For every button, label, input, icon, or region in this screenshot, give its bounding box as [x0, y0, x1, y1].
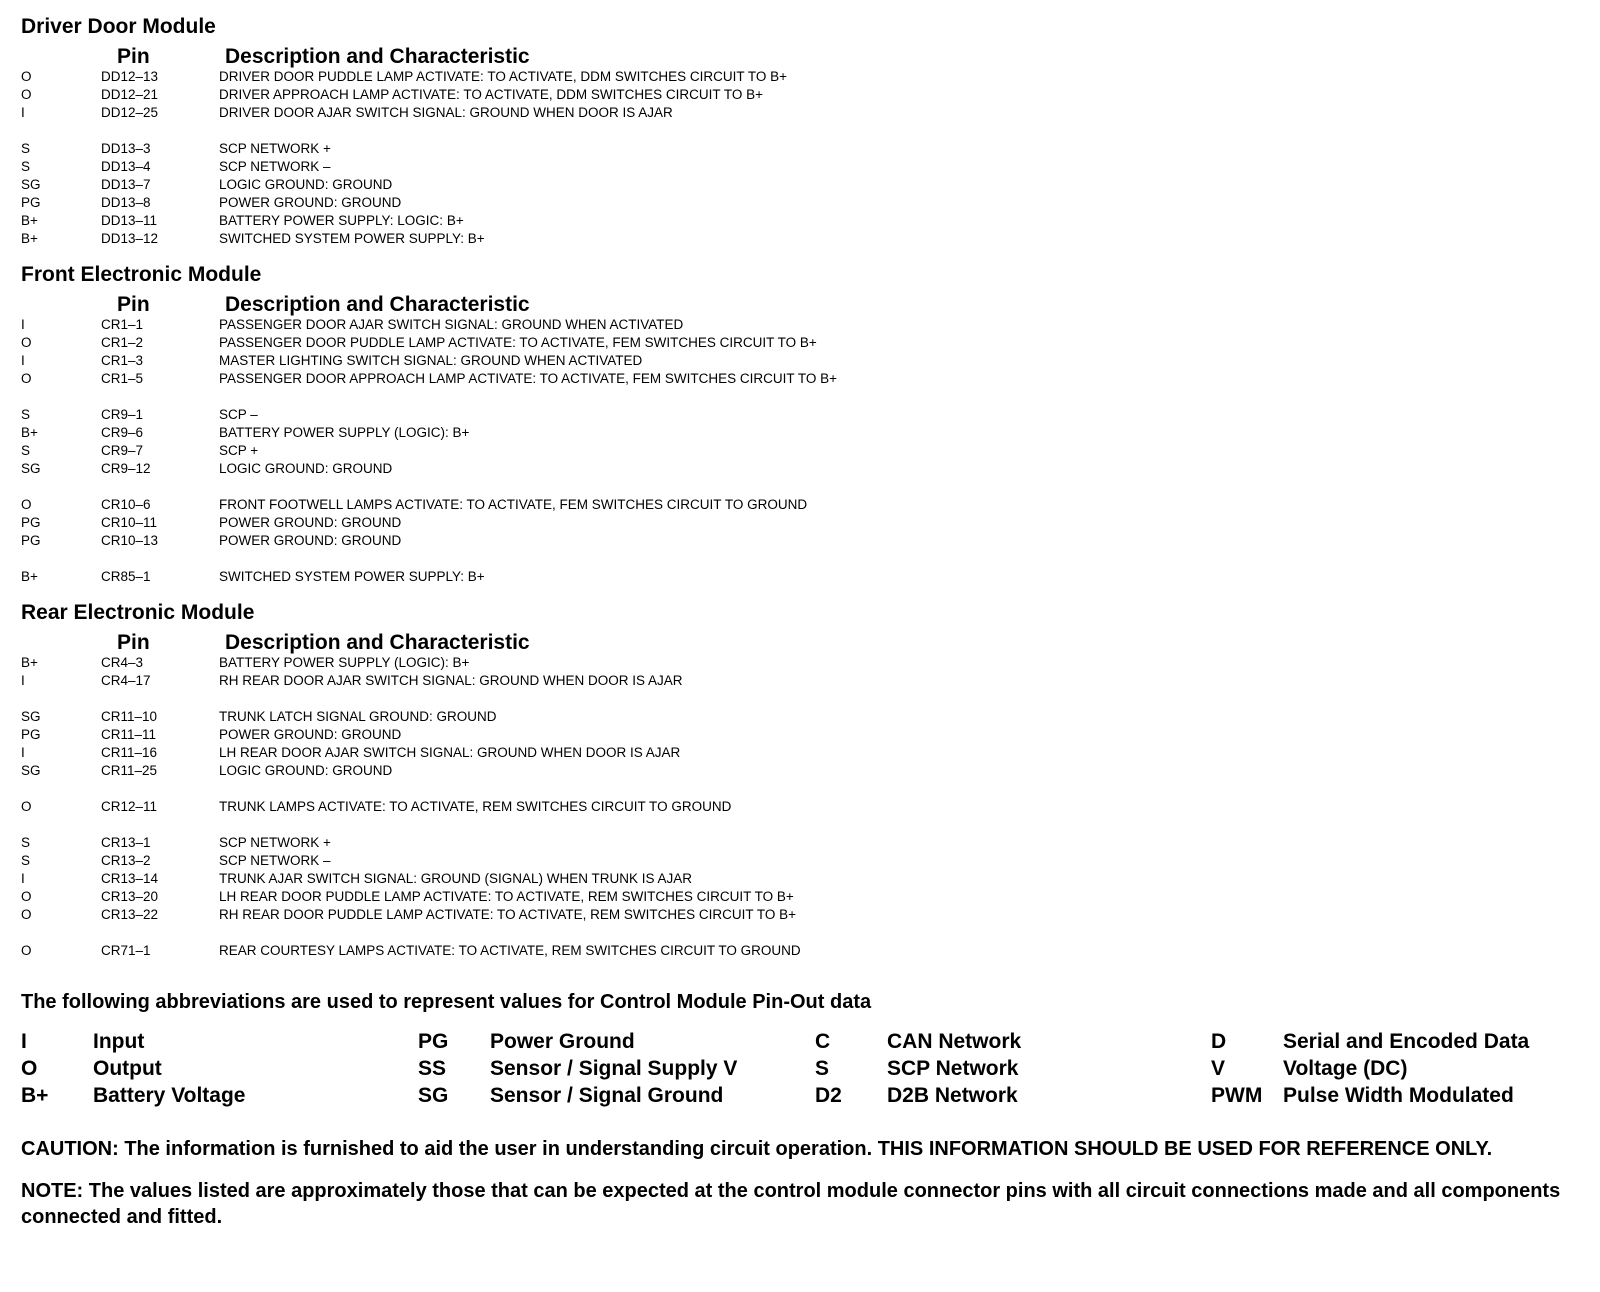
pin-id: CR1–2: [101, 335, 144, 350]
pin-description: SCP NETWORK –: [219, 159, 331, 174]
table-row: [21, 424, 1581, 442]
pin-id: DD13–8: [101, 195, 151, 210]
pin-description: SCP NETWORK +: [219, 835, 331, 850]
abbreviation-code: I: [21, 1030, 27, 1053]
pin-id: CR1–3: [101, 353, 144, 368]
pin-type: PG: [21, 515, 41, 530]
pin-type: O: [21, 889, 32, 904]
table-row: [21, 212, 1581, 230]
abbreviation-label: Sensor / Signal Supply V: [490, 1057, 738, 1080]
pin-type: SG: [21, 461, 41, 476]
pin-description: RH REAR DOOR PUDDLE LAMP ACTIVATE: TO ACTIVATE, REM SWITCHES CIRCUIT TO B+: [219, 907, 796, 922]
table-row: [21, 316, 1581, 334]
pin-id: DD13–3: [101, 141, 151, 156]
pin-description: SCP –: [219, 407, 258, 422]
abbreviation-item: [418, 1082, 798, 1109]
pin-id: DD13–4: [101, 159, 151, 174]
pin-type: PG: [21, 195, 41, 210]
abbreviation-label: Battery Voltage: [93, 1084, 246, 1107]
abbreviation-code: PG: [418, 1030, 449, 1053]
column-header: [21, 288, 1581, 316]
pin-description: DRIVER DOOR AJAR SWITCH SIGNAL: GROUND WHEN DOOR IS AJAR: [219, 105, 673, 120]
pin-type: SG: [21, 709, 41, 724]
pin-id: CR9–1: [101, 407, 144, 422]
table-row: [21, 104, 1581, 122]
pin-description: SWITCHED SYSTEM POWER SUPPLY: B+: [219, 569, 485, 584]
table-row: [21, 334, 1581, 352]
module-section: [21, 14, 1581, 248]
abbreviation-code: D2: [815, 1084, 842, 1107]
pin-type: B+: [21, 231, 38, 246]
abbreviation-item: [1211, 1082, 1591, 1109]
pin-type: S: [21, 407, 31, 422]
pin-description: POWER GROUND: GROUND: [219, 533, 402, 548]
pin-id: CR9–6: [101, 425, 144, 440]
pin-description: TRUNK AJAR SWITCH SIGNAL: GROUND (SIGNAL) WHEN TRUNK IS AJAR: [219, 871, 693, 886]
abbreviation-label: SCP Network: [887, 1057, 1019, 1080]
pin-id: DD12–25: [101, 105, 159, 120]
abbreviation-label: Voltage (DC): [1283, 1057, 1408, 1080]
pin-id: CR4–3: [101, 655, 144, 670]
pin-description: MASTER LIGHTING SWITCH SIGNAL: GROUND WHEN ACTIVATED: [219, 353, 643, 368]
pin-type: S: [21, 835, 31, 850]
column-header: [21, 626, 1581, 654]
table-row: [21, 140, 1581, 158]
table-row: [21, 942, 1581, 960]
pin-id: DD13–12: [101, 231, 159, 246]
table-row: [21, 870, 1581, 888]
abbreviation-label: Pulse Width Modulated: [1283, 1084, 1514, 1107]
abbreviation-code: V: [1211, 1057, 1226, 1080]
description-column-heading: Description and Characteristic: [225, 293, 530, 316]
pin-type: B+: [21, 425, 38, 440]
pin-description: POWER GROUND: GROUND: [219, 195, 402, 210]
table-row: [21, 194, 1581, 212]
pin-description: REAR COURTESY LAMPS ACTIVATE: TO ACTIVATE, REM SWITCHES CIRCUIT TO GROUND: [219, 943, 801, 958]
pin-description: SCP NETWORK –: [219, 853, 331, 868]
pin-type: B+: [21, 213, 38, 228]
abbreviation-item: [418, 1028, 798, 1055]
description-column-heading: Description and Characteristic: [225, 45, 530, 68]
abbreviations-title: The following abbreviations are used to represent values for Control Module Pin-Out data: [21, 991, 872, 1013]
pin-type: SG: [21, 763, 41, 778]
pin-type: PG: [21, 727, 41, 742]
pin-id: CR10–6: [101, 497, 151, 512]
description-column-heading: Description and Characteristic: [225, 631, 530, 654]
pin-type: S: [21, 141, 31, 156]
table-row: [21, 158, 1581, 176]
pin-type: B+: [21, 655, 38, 670]
abbreviation-item: [418, 1055, 798, 1082]
pin-id: CR11–10: [101, 709, 158, 724]
pin-description: LOGIC GROUND: GROUND: [219, 763, 393, 778]
pinout-document: [21, 14, 1581, 1230]
pin-type: I: [21, 745, 25, 760]
abbreviation-code: PWM: [1211, 1084, 1263, 1107]
pin-description: LH REAR DOOR AJAR SWITCH SIGNAL: GROUND WHEN DOOR IS AJAR: [219, 745, 681, 760]
table-row: [21, 370, 1581, 388]
module-title: Rear Electronic Module: [21, 601, 255, 624]
table-row: [21, 726, 1581, 744]
pin-id: CR12–11: [101, 799, 158, 814]
pin-description: DRIVER APPROACH LAMP ACTIVATE: TO ACTIVATE, DDM SWITCHES CIRCUIT TO B+: [219, 87, 763, 102]
pin-id: CR4–17: [101, 673, 151, 688]
pin-id: CR71–1: [101, 943, 151, 958]
pin-id: CR10–13: [101, 533, 159, 548]
pin-id: CR10–11: [101, 515, 158, 530]
abbreviation-item: [1211, 1028, 1591, 1055]
abbreviation-label: D2B Network: [887, 1084, 1018, 1107]
pin-description: POWER GROUND: GROUND: [219, 727, 402, 742]
abbreviation-code: S: [815, 1057, 830, 1080]
pin-description: FRONT FOOTWELL LAMPS ACTIVATE: TO ACTIVATE, FEM SWITCHES CIRCUIT TO GROUND: [219, 497, 808, 512]
abbreviation-code: D: [1211, 1030, 1227, 1053]
table-row: [21, 672, 1581, 690]
pin-id: CR13–1: [101, 835, 151, 850]
pin-type: O: [21, 907, 32, 922]
table-row: [21, 460, 1581, 478]
table-row: [21, 352, 1581, 370]
pin-id: DD13–11: [101, 213, 158, 228]
module-title: Front Electronic Module: [21, 263, 262, 286]
pin-type: I: [21, 871, 25, 886]
abbreviation-label: Output: [93, 1057, 162, 1080]
pin-type: O: [21, 69, 32, 84]
table-row: [21, 906, 1581, 924]
pin-type: I: [21, 673, 25, 688]
pin-description: LOGIC GROUND: GROUND: [219, 461, 393, 476]
pin-table: [21, 654, 1581, 960]
pin-description: SWITCHED SYSTEM POWER SUPPLY: B+: [219, 231, 485, 246]
table-row: [21, 532, 1581, 550]
pin-description: BATTERY POWER SUPPLY: LOGIC: B+: [219, 213, 464, 228]
pin-description: PASSENGER DOOR APPROACH LAMP ACTIVATE: TO ACTIVATE, FEM SWITCHES CIRCUIT TO B+: [219, 371, 838, 386]
abbreviation-label: Input: [93, 1030, 145, 1053]
pin-type: O: [21, 335, 32, 350]
abbreviation-code: O: [21, 1057, 38, 1080]
table-row: [21, 514, 1581, 532]
abbreviation-item: [815, 1028, 1195, 1055]
pin-id: CR13–22: [101, 907, 159, 922]
abbreviation-item: [1211, 1055, 1591, 1082]
table-row: [21, 744, 1581, 762]
pin-description: SCP +: [219, 443, 259, 458]
abbreviations-legend: [21, 1028, 1581, 1110]
pin-id: CR85–1: [101, 569, 151, 584]
pin-column-heading: Pin: [117, 45, 150, 68]
abbreviation-label: CAN Network: [887, 1030, 1022, 1053]
abbreviation-code: SS: [418, 1057, 447, 1080]
pin-description: POWER GROUND: GROUND: [219, 515, 402, 530]
pin-type: S: [21, 853, 31, 868]
pin-id: CR13–2: [101, 853, 151, 868]
pin-id: DD13–7: [101, 177, 151, 192]
abbreviation-code: B+: [21, 1084, 49, 1107]
abbreviation-item: [21, 1082, 401, 1109]
table-row: [21, 888, 1581, 906]
pin-description: TRUNK LATCH SIGNAL GROUND: GROUND: [219, 709, 497, 724]
table-row: [21, 68, 1581, 86]
abbreviation-label: Sensor / Signal Ground: [490, 1084, 724, 1107]
abbreviation-item: [815, 1082, 1195, 1109]
module-list: [21, 14, 1581, 960]
module-title: Driver Door Module: [21, 15, 216, 38]
pin-description: PASSENGER DOOR PUDDLE LAMP ACTIVATE: TO ACTIVATE, FEM SWITCHES CIRCUIT TO B+: [219, 335, 817, 350]
pin-id: CR11–11: [101, 727, 157, 742]
table-row: [21, 852, 1581, 870]
pin-description: TRUNK LAMPS ACTIVATE: TO ACTIVATE, REM SWITCHES CIRCUIT TO GROUND: [219, 799, 732, 814]
table-row: [21, 176, 1581, 194]
pin-id: CR1–5: [101, 371, 144, 386]
pin-type: PG: [21, 533, 41, 548]
pin-description: PASSENGER DOOR AJAR SWITCH SIGNAL: GROUND WHEN ACTIVATED: [219, 317, 684, 332]
table-row: [21, 496, 1581, 514]
table-row: [21, 230, 1581, 248]
table-row: [21, 86, 1581, 104]
pin-id: CR9–7: [101, 443, 144, 458]
pin-id: DD12–21: [101, 87, 159, 102]
abbreviation-item: [21, 1055, 401, 1082]
table-row: [21, 798, 1581, 816]
table-row: [21, 654, 1581, 672]
pin-id: CR9–12: [101, 461, 151, 476]
pin-description: RH REAR DOOR AJAR SWITCH SIGNAL: GROUND WHEN DOOR IS AJAR: [219, 673, 683, 688]
pin-description: DRIVER DOOR PUDDLE LAMP ACTIVATE: TO ACTIVATE, DDM SWITCHES CIRCUIT TO B+: [219, 69, 787, 84]
abbreviation-code: SG: [418, 1084, 449, 1107]
table-row: [21, 762, 1581, 780]
column-header: [21, 40, 1581, 68]
pin-type: SG: [21, 177, 41, 192]
pin-type: S: [21, 159, 31, 174]
pin-description: LOGIC GROUND: GROUND: [219, 177, 393, 192]
pin-id: CR1–1: [101, 317, 144, 332]
pin-type: O: [21, 497, 32, 512]
pin-description: LH REAR DOOR PUDDLE LAMP ACTIVATE: TO ACTIVATE, REM SWITCHES CIRCUIT TO B+: [219, 889, 794, 904]
pin-type: O: [21, 371, 32, 386]
pin-table: [21, 68, 1581, 248]
pin-type: O: [21, 799, 32, 814]
values-note: NOTE: The values listed are approximately those that can be expected at the control module connector pins with all circuit connections made and all components connected and fitted.: [21, 1180, 1561, 1228]
pin-id: CR13–20: [101, 889, 159, 904]
abbreviation-label: Power Ground: [490, 1030, 635, 1053]
abbreviation-label: Serial and Encoded Data: [1283, 1030, 1530, 1053]
caution-note: CAUTION: The information is furnished to aid the user in understanding circuit operation. THIS INFORMATION SHOULD BE USED FOR REFERENCE ONLY.: [21, 1138, 1493, 1160]
abbreviation-item: [21, 1028, 401, 1055]
pin-type: I: [21, 353, 25, 368]
pin-type: O: [21, 943, 32, 958]
pin-column-heading: Pin: [117, 631, 150, 654]
pin-description: SCP NETWORK +: [219, 141, 331, 156]
table-row: [21, 568, 1581, 586]
pin-type: I: [21, 317, 25, 332]
pin-type: B+: [21, 569, 38, 584]
table-row: [21, 834, 1581, 852]
abbreviation-code: C: [815, 1030, 831, 1053]
abbreviation-item: [815, 1055, 1195, 1082]
module-section: [21, 600, 1581, 960]
pin-table: [21, 316, 1581, 586]
pin-id: CR13–14: [101, 871, 159, 886]
pin-id: CR11–25: [101, 763, 158, 778]
pin-description: BATTERY POWER SUPPLY (LOGIC): B+: [219, 655, 470, 670]
pin-id: DD12–13: [101, 69, 159, 84]
pin-id: CR11–16: [101, 745, 158, 760]
table-row: [21, 442, 1581, 460]
pin-type: S: [21, 443, 31, 458]
module-section: [21, 262, 1581, 586]
pin-type: I: [21, 105, 25, 120]
table-row: [21, 708, 1581, 726]
pin-column-heading: Pin: [117, 293, 150, 316]
pin-type: O: [21, 87, 32, 102]
table-row: [21, 406, 1581, 424]
pin-description: BATTERY POWER SUPPLY (LOGIC): B+: [219, 425, 470, 440]
